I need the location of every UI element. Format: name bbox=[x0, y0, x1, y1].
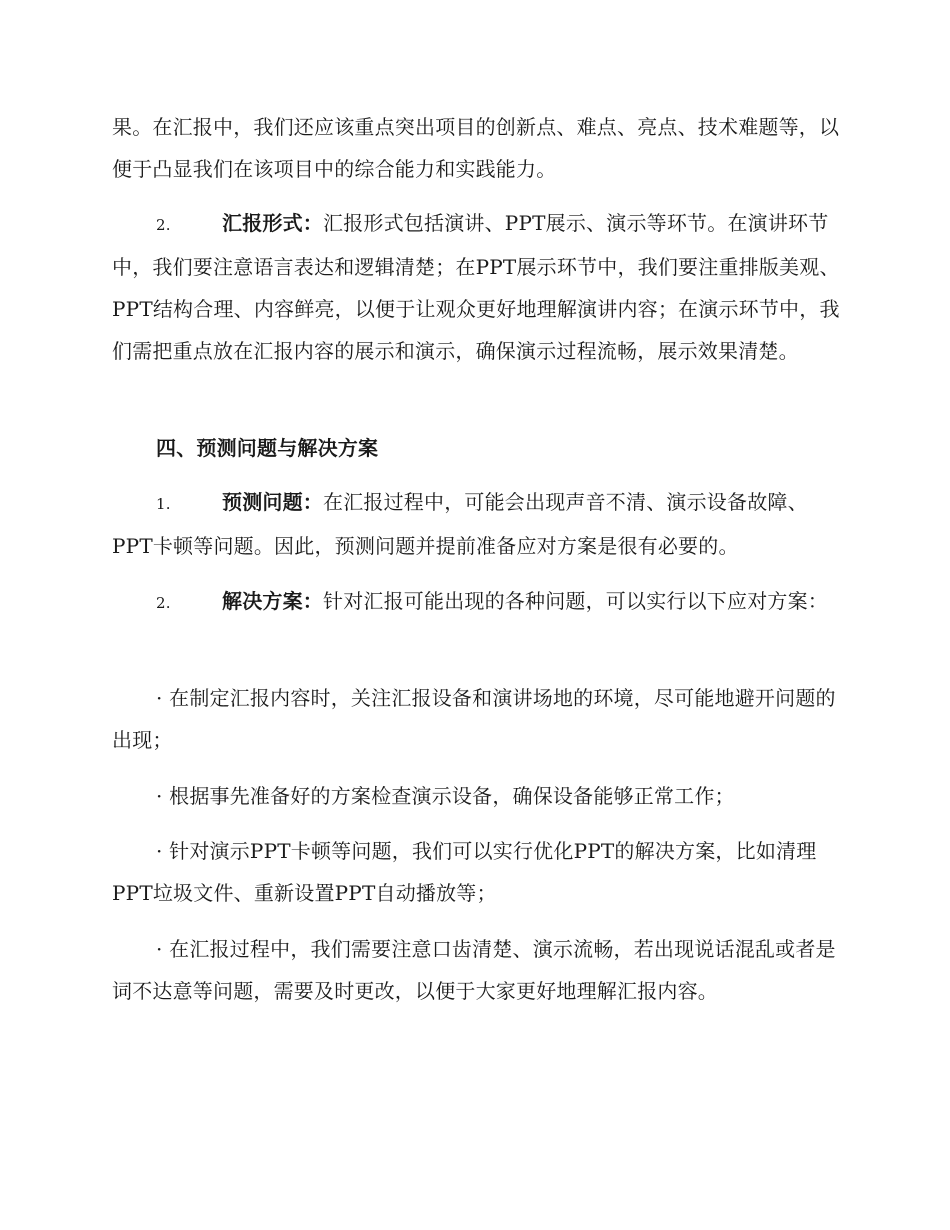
bullet-text: · 根据事先准备好的方案检查演示设备，确保设备能够正常工作； bbox=[156, 784, 735, 808]
paragraph-label: 解决方案： bbox=[222, 589, 323, 613]
bullet-item bbox=[112, 677, 842, 761]
bullet-item bbox=[112, 830, 842, 914]
paragraph-continuation bbox=[112, 106, 842, 190]
paragraph-report-format bbox=[112, 202, 842, 372]
paragraph-text: 果。在汇报中，我们还应该重点突出项目的创新点、难点、亮点、技术难题等，以便于凸显我们在该项目中的综合能力和实践能力。 bbox=[112, 115, 840, 181]
paragraph-text: 针对汇报可能出现的各种问题，可以实行以下应对方案： bbox=[323, 589, 828, 613]
paragraph-text: 汇报形式包括演讲、PPT展示、演示等环节。在演讲环节中，我们要注意语言表达和逻辑清楚；在PPT展示环节中，我们要注重排版美观、PPT结构合理、内容鲜亮，以便于让观众更好地理解演讲内容；在演示环节中，我们需把重点放在汇报内容的展示和演示，确保演示过程流畅，展示效果清楚。 bbox=[112, 211, 840, 363]
paragraph-text: 在汇报过程中，可能会出现声音不清、演示设备故障、PPT卡顿等问题。因此，预测问题并提前准备应对方案是很有必要的。 bbox=[112, 490, 808, 558]
paragraph-solutions bbox=[112, 580, 842, 624]
list-number: 2. bbox=[156, 594, 171, 612]
paragraph-predict-problems bbox=[112, 481, 842, 567]
bullet-item bbox=[112, 928, 842, 1012]
paragraph-label: 汇报形式： bbox=[222, 211, 323, 235]
list-number: 1. bbox=[156, 495, 171, 513]
bullet-text: · 在制定汇报内容时，关注汇报设备和演讲场地的环境，尽可能地避开问题的出现； bbox=[112, 686, 836, 752]
section-heading bbox=[112, 427, 842, 469]
paragraph-label: 预测问题： bbox=[222, 490, 323, 514]
bullet-text: · 在汇报过程中，我们需要注意口齿清楚、演示流畅，若出现说话混乱或者是词不达意等问题，需要及时更改，以便于大家更好地理解汇报内容。 bbox=[112, 937, 836, 1003]
bullet-text: · 针对演示PPT卡顿等问题，我们可以实行优化PPT的解决方案，比如清理PPT垃圾文件、重新设置PPT自动播放等； bbox=[112, 839, 817, 905]
list-number: 2. bbox=[156, 216, 171, 234]
bullet-item bbox=[112, 775, 842, 817]
heading-text: 四、预测问题与解决方案 bbox=[156, 436, 379, 460]
